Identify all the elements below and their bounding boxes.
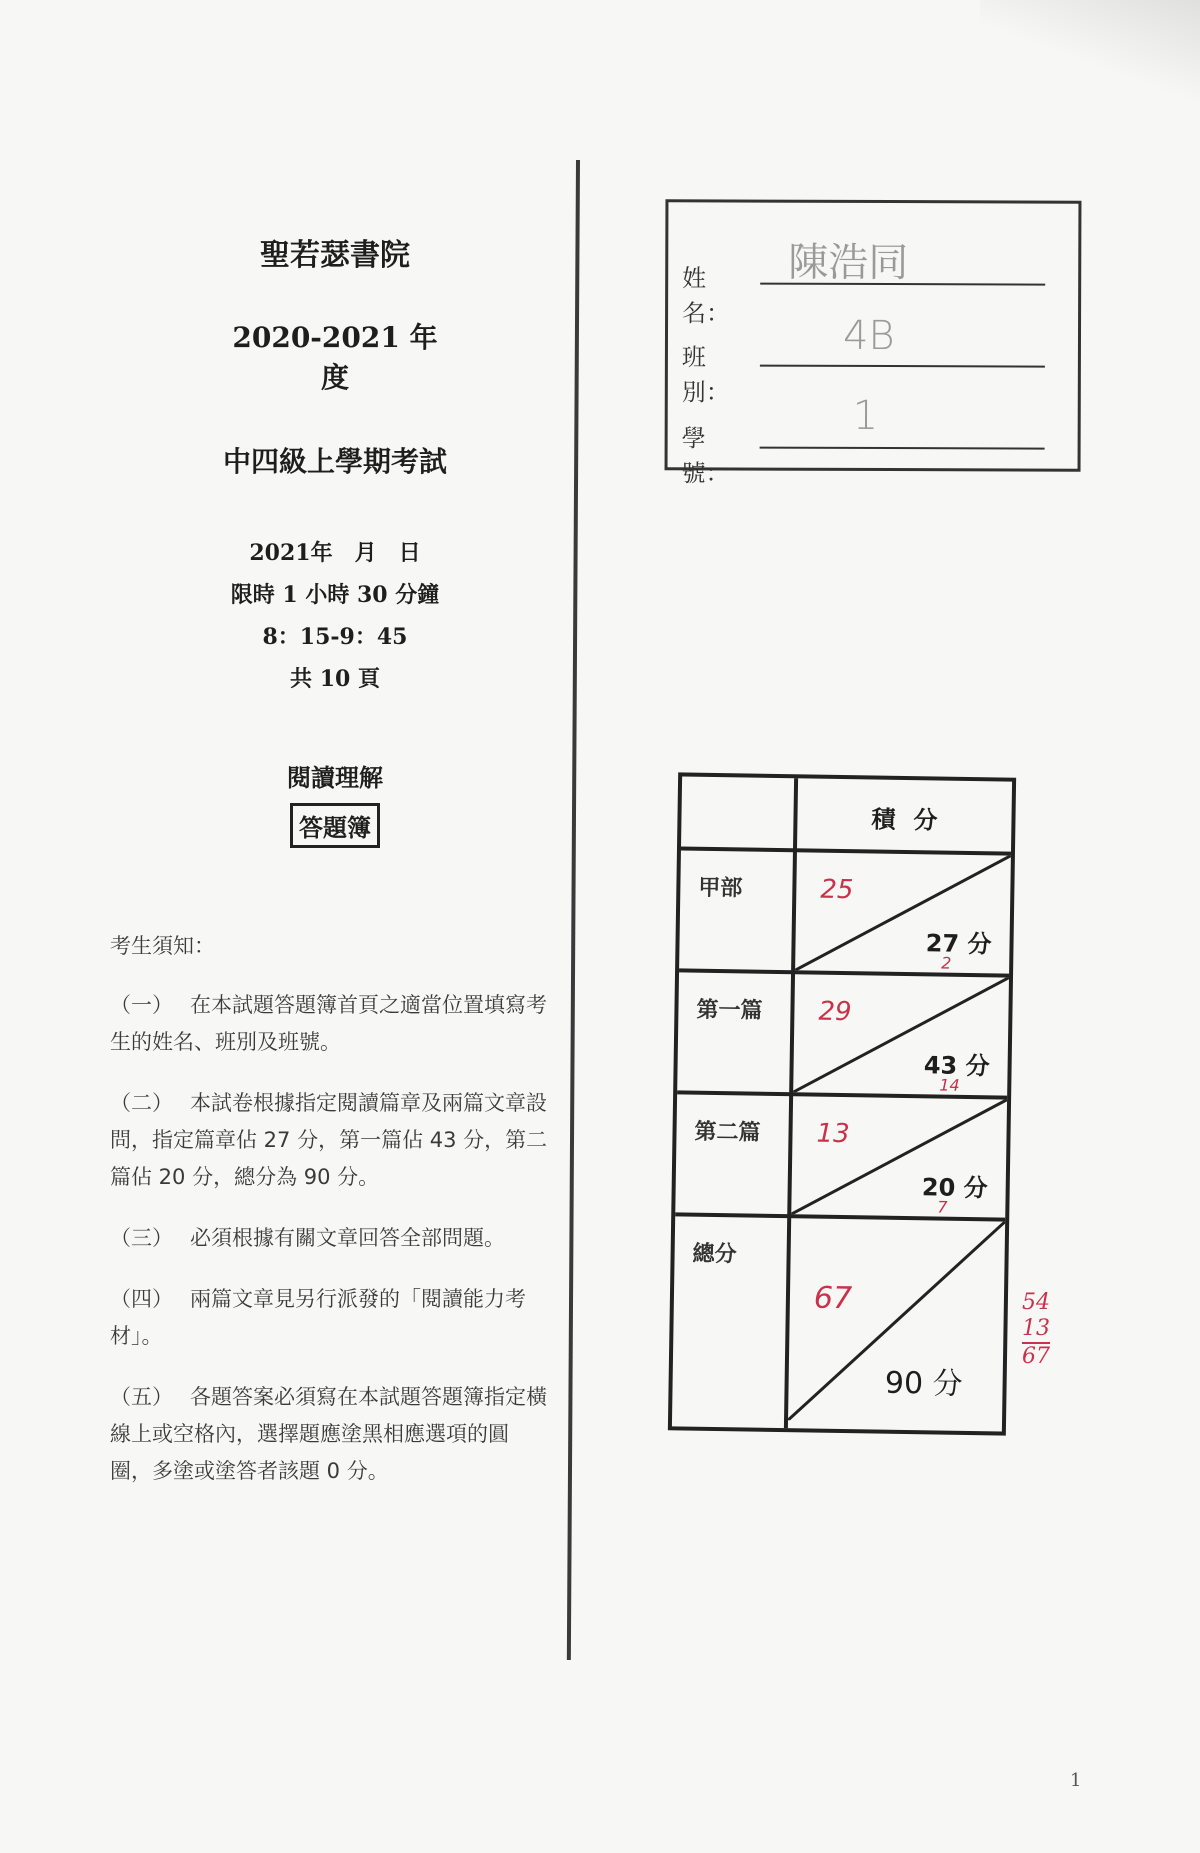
row-label: 第二篇 bbox=[694, 1119, 761, 1146]
page-count: 共 10 頁 bbox=[290, 666, 380, 692]
note-item bbox=[110, 987, 550, 1061]
note-item bbox=[110, 1085, 550, 1196]
name-handwritten: 陳浩同 bbox=[788, 239, 909, 287]
note-number: （五） bbox=[110, 1385, 173, 1409]
paper-type-box: 答題簿 bbox=[290, 803, 380, 848]
number-label: 學號： bbox=[681, 424, 730, 488]
class-handwritten: 4B bbox=[842, 312, 895, 360]
table-header-label: 積分 bbox=[871, 805, 956, 835]
row-score: 29 bbox=[818, 996, 852, 1028]
row-score: 25 bbox=[820, 874, 854, 906]
row-label: 甲部 bbox=[698, 875, 743, 902]
note-number: （三） bbox=[110, 1226, 173, 1250]
cover-left-column bbox=[110, 230, 550, 1514]
note-number: （一） bbox=[110, 993, 173, 1017]
row-max: 90 分 bbox=[884, 1365, 963, 1402]
exam-time: 8：15-9：45 bbox=[262, 624, 408, 650]
school-name: 聖若瑟書院 bbox=[260, 238, 410, 273]
number-row bbox=[681, 418, 751, 488]
table-row-section-a bbox=[679, 850, 1011, 977]
row-deduction: 2 bbox=[941, 953, 952, 973]
row-label: 總分 bbox=[692, 1241, 737, 1268]
calc-line: 67 bbox=[1022, 1344, 1050, 1369]
paper-title: 閱讀理解 bbox=[287, 763, 383, 792]
margin-calculation bbox=[1022, 1290, 1050, 1370]
school-year: 2020-2021 年度 bbox=[232, 321, 438, 394]
note-item bbox=[110, 1281, 550, 1355]
row-max: 43 分 bbox=[923, 1051, 990, 1081]
row-label: 第一篇 bbox=[696, 997, 763, 1024]
row-max: 20 分 bbox=[921, 1173, 988, 1203]
table-header-row bbox=[681, 776, 1012, 855]
table-row-passage-1 bbox=[677, 972, 1009, 1099]
class-line bbox=[760, 365, 1045, 368]
paper-title-block bbox=[210, 758, 460, 848]
candidate-notes bbox=[110, 928, 550, 1490]
number-line bbox=[760, 447, 1045, 450]
page-glare bbox=[980, 0, 1200, 110]
row-deduction: 14 bbox=[939, 1075, 960, 1095]
table-row-passage-2 bbox=[675, 1094, 1007, 1221]
row-max: 27 分 bbox=[925, 929, 992, 959]
note-text: 各題答案必須寫在本試題答題簿指定橫線上或空格內，選擇題應塗黑相應選項的圓圈，多塗或塗答者該題 0 分。 bbox=[110, 1385, 547, 1483]
class-label: 班別： bbox=[681, 343, 730, 407]
name-row bbox=[682, 258, 752, 328]
table-row-total bbox=[672, 1216, 1005, 1423]
note-item bbox=[110, 1220, 550, 1257]
note-number: （二） bbox=[110, 1091, 173, 1115]
row-score: 13 bbox=[816, 1118, 850, 1150]
note-text: 兩篇文章見另行派發的「閱讀能力考材」。 bbox=[110, 1287, 526, 1348]
row-deduction: 7 bbox=[937, 1197, 948, 1217]
note-text: 在本試題答題簿首頁之適當位置填寫考生的姓名、班別及班號。 bbox=[110, 993, 547, 1054]
exam-title: 中四級上學期考試 bbox=[222, 445, 447, 478]
note-number: （四） bbox=[110, 1287, 173, 1311]
note-item bbox=[110, 1379, 550, 1490]
calc-line: 54 bbox=[1022, 1290, 1050, 1315]
number-handwritten: 1 bbox=[852, 392, 879, 440]
calc-line: 13 bbox=[1022, 1316, 1050, 1344]
student-info-box bbox=[665, 199, 1082, 488]
page-number: 1 bbox=[1070, 1770, 1082, 1791]
class-row bbox=[682, 337, 752, 407]
name-label: 姓名： bbox=[682, 264, 731, 328]
note-text: 本試卷根據指定閱讀篇章及兩篇文章設問，指定篇章佔 27 分，第一篇佔 43 分，第二篇佔 20 分，總分為 90 分。 bbox=[110, 1091, 548, 1189]
row-score: 67 bbox=[813, 1280, 853, 1317]
note-text: 必須根據有關文章回答全部問題。 bbox=[190, 1226, 505, 1250]
score-table bbox=[668, 772, 1016, 1435]
exam-duration: 限時 1 小時 30 分鐘 bbox=[230, 582, 440, 608]
fold-divider bbox=[567, 160, 580, 1660]
exam-meta bbox=[210, 532, 460, 700]
notes-heading: 考生須知： bbox=[110, 934, 215, 958]
exam-date: 2021年 月 日 bbox=[249, 540, 421, 566]
